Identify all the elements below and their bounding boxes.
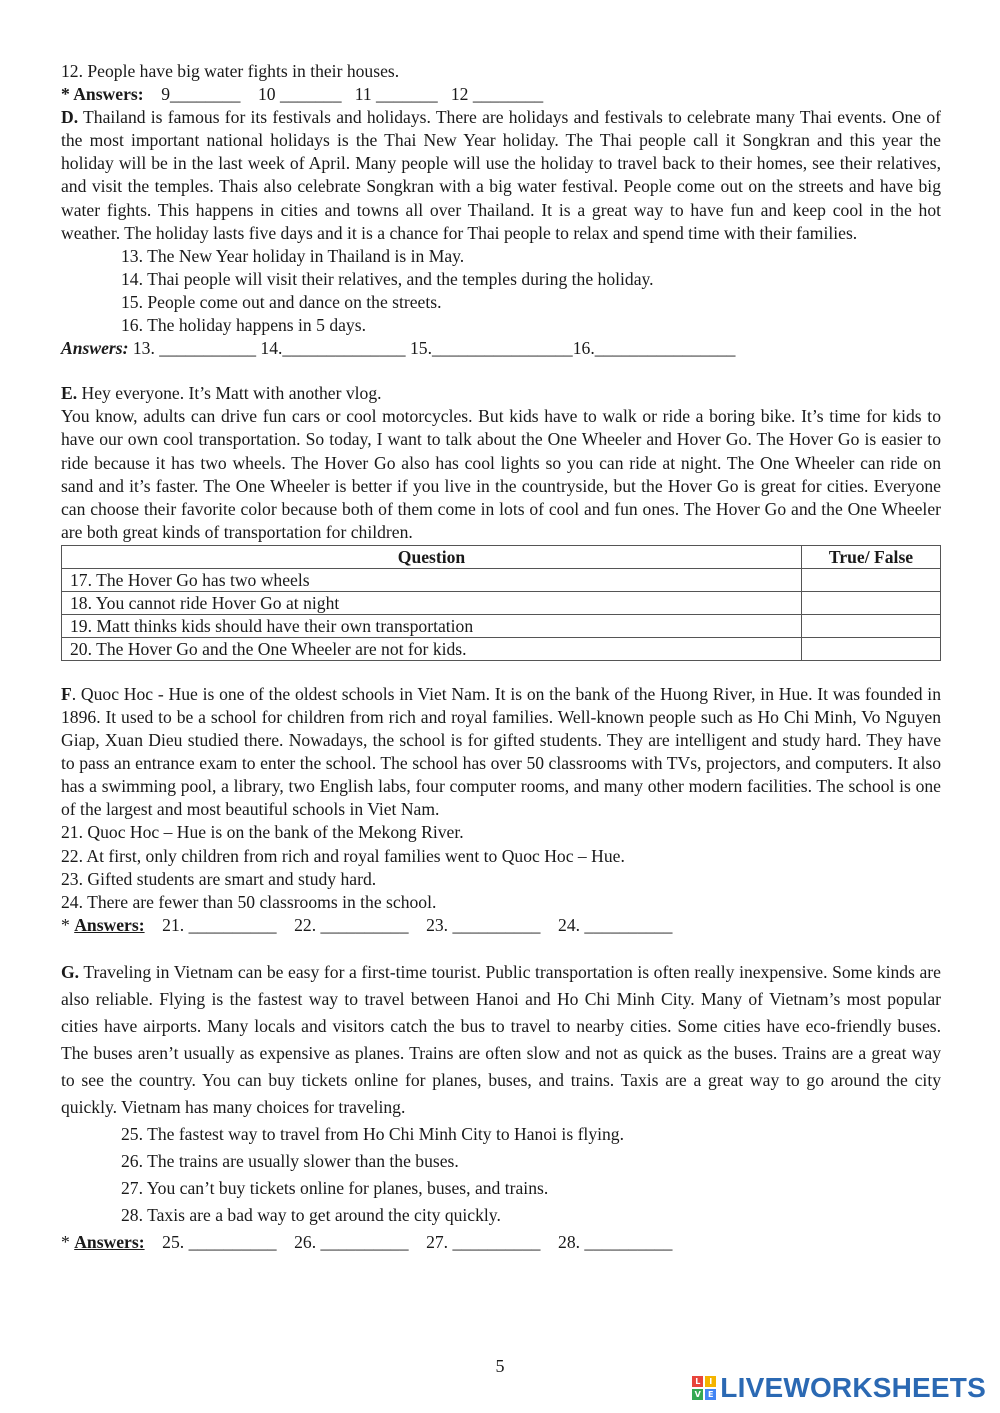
page-number: 5	[495, 1356, 505, 1376]
question-28: 28. Taxis are a bad way to get around the city quickly.	[121, 1204, 501, 1225]
passage-e-intro	[61, 382, 941, 405]
logo-grid-icon	[692, 1376, 716, 1400]
answers-prefix: *	[61, 914, 75, 935]
brand-name: LIVEWORKSHEETS	[720, 1372, 986, 1403]
passage-text: . Quoc Hoc - Hue is one of the oldest schools in Viet Nam. It is on the bank of the Huong River, in Hue. It was founded in 1896. It used to be a school for children from rich and royal families. Well-known people such as Ho Chi Minh, Vo Nguyen Giap, Xuan Dieu studied there. Nowadays, the school is for gifted students. They are intelligent and study hard. They have to pass an entrance exam to enter the school. The school has over 50 classrooms with TVs, projectors, and computers. It also has a swimming pool, a library, two English labs, four computer rooms, and many other modern facilities. The school is one of the largest and most beautiful schools in Viet Nam.	[61, 683, 941, 820]
section-letter: E.	[61, 383, 78, 404]
liveworksheets-logo[interactable]	[692, 1372, 986, 1404]
table-row	[62, 591, 941, 614]
question-header: Question	[62, 545, 802, 568]
table-question-19: 19. Matt thinks kids should have their own transportation	[62, 614, 802, 637]
logo-tile: V	[692, 1389, 703, 1400]
table-header-row	[62, 545, 941, 568]
question-25: 25. The fastest way to travel from Ho Chi Minh City to Hanoi is flying.	[121, 1123, 624, 1144]
answers-row-c	[61, 83, 941, 106]
true-false-header: True/ False	[802, 545, 941, 568]
answer-cell-17[interactable]	[802, 568, 941, 591]
answers-label: * Answers:	[61, 84, 144, 105]
answer-cell-19[interactable]	[802, 614, 941, 637]
answers-label: Answers:	[61, 338, 129, 359]
section-letter: F	[61, 683, 72, 704]
question-12: 12. People have big water fights in their houses.	[61, 61, 400, 81]
answers-prefix: *	[61, 1231, 75, 1252]
answers-label: Answers:	[74, 914, 145, 935]
passage-g	[61, 959, 941, 1121]
answer-blanks[interactable]: 25. __________ 26. __________ 27. __________ 28. __________	[144, 1231, 673, 1252]
question-15: 15. People come out and dance on the streets.	[121, 291, 442, 312]
question-26: 26. The trains are usually slower than the buses.	[121, 1150, 459, 1171]
table-question-17: 17. The Hover Go has two wheels	[62, 568, 802, 591]
question-13: 13. The New Year holiday in Thailand is in May.	[121, 245, 465, 266]
answers-row-g	[61, 1229, 941, 1256]
passage-text: Traveling in Vietnam can be easy for a first-time tourist. Public transportation is often really inexpensive. Some kinds are also reliable. Flying is the fastest way to travel between Hanoi and Ho Chi Minh City. Many of Vietnam’s most popular cities have airports. Many locals and visitors catch the bus to travel to nearby cities. Some cities have eco-friendly buses. The buses aren’t usually as expensive as planes. Trains are often slow and not as quick as the buses. Trains are a great way to see the country. You can buy tickets online for planes, buses, and trains. Taxis are a great way to go around the city quickly. Vietnam has many choices for traveling.	[61, 961, 941, 1117]
worksheet-page	[61, 60, 941, 1256]
question-16: 16. The holiday happens in 5 days.	[121, 315, 366, 336]
answers-row-f	[61, 914, 941, 937]
answers-label: Answers:	[74, 1231, 145, 1252]
answer-cell-20[interactable]	[802, 637, 941, 660]
question-21: 21. Quoc Hoc – Hue is on the bank of the Mekong River.	[61, 822, 464, 843]
table-row	[62, 568, 941, 591]
question-14: 14. Thai people will visit their relatives, and the temples during the holiday.	[121, 268, 654, 289]
question-22: 22. At first, only children from rich and royal families went to Quoc Hoc – Hue.	[61, 845, 625, 866]
logo-tile: L	[692, 1376, 703, 1387]
table-row	[62, 637, 941, 660]
passage-text: Thailand is famous for its festivals and holidays. There are holidays and festivals to celebrate many Thai events. One of the most important national holidays is the Thai New Year holiday. The Thai people call it Songkran and this year the holiday will be in the last week of April. Many people will use the holiday to travel back to their homes, see their relatives, and visit the temples. Thais also celebrate Songkran with a big water festival. People come out on the streets and have big water fights. This happens in cities and towns all over Thailand. It is a great way to have fun and keep cool in the hot weather. The holiday lasts five days and it is a chance for Thai people to relax and spend time with their families.	[61, 107, 941, 243]
section-letter: G.	[61, 961, 80, 982]
answer-blanks[interactable]: 9________ 10 _______ 11 _______ 12 ________	[161, 84, 544, 105]
logo-tile: I	[705, 1376, 716, 1387]
table-row	[62, 614, 941, 637]
passage-d	[61, 106, 941, 245]
passage-f	[61, 683, 941, 822]
true-false-table	[61, 545, 941, 661]
intro-text: Hey everyone. It’s Matt with another vlog.	[81, 383, 382, 404]
question-24: 24. There are fewer than 50 classrooms in the school.	[61, 891, 437, 912]
answers-row-d	[61, 337, 941, 360]
passage-e: You know, adults can drive fun cars or cool motorcycles. But kids have to walk or ride a boring bike. It’s time for kids to have our own cool transportation. So today, I want to talk about the One Wheeler and Hover Go. The Hover Go is easier to ride because it has two wheels. The Hover Go also has cool lights so you can ride at night. The One Wheeler can ride on sand and it’s faster. The One Wheeler is better if you live in the countryside, but the Hover Go is great for cities. Everyone can choose their favorite color because both of them come in lots of cool and fun ones. The Hover Go and the One Wheeler are both great kinds of transportation for children.	[61, 406, 941, 542]
question-27: 27. You can’t buy tickets online for planes, buses, and trains.	[121, 1177, 549, 1198]
answer-blanks[interactable]: 13. ___________ 14.______________ 15.________________16.________________	[132, 338, 736, 359]
answer-blanks[interactable]: 21. __________ 22. __________ 23. __________ 24. __________	[144, 914, 673, 935]
table-question-18: 18. You cannot ride Hover Go at night	[62, 591, 802, 614]
table-question-20: 20. The Hover Go and the One Wheeler are not for kids.	[62, 637, 802, 660]
answer-cell-18[interactable]	[802, 591, 941, 614]
question-23: 23. Gifted students are smart and study hard.	[61, 868, 377, 889]
section-letter: D.	[61, 107, 79, 128]
logo-tile: E	[705, 1389, 716, 1400]
